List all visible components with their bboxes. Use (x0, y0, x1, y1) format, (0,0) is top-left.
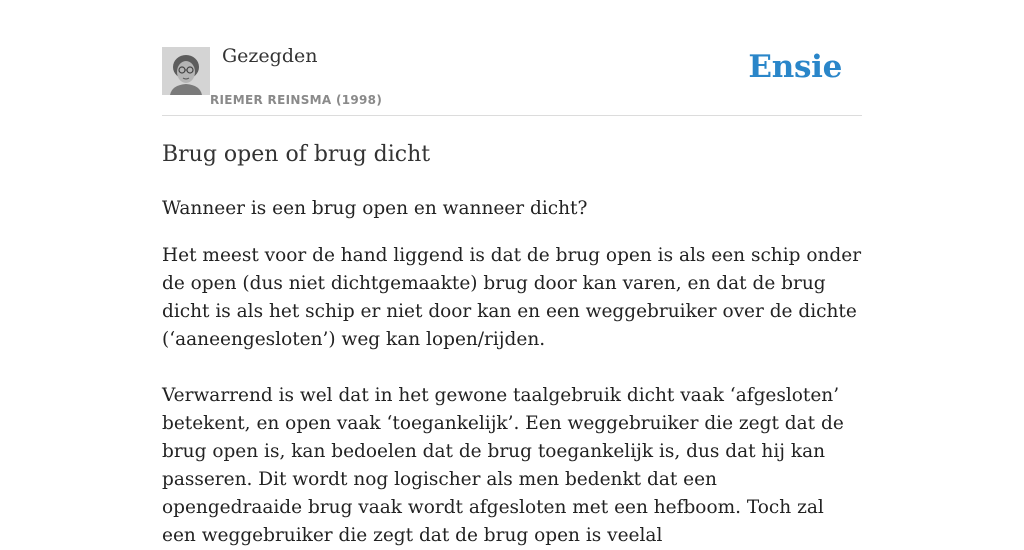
author-byline: RIEMER REINSMA (1998) (210, 93, 383, 107)
article-body (162, 195, 862, 550)
article-title: Brug open of brug dicht (162, 142, 431, 167)
brand-logo[interactable]: Ensie (748, 49, 842, 85)
article-paragraph: Verwarrend is wel dat in het gewone taalgebruik dicht vaak ‘afgesloten’ betekent, en open vaak ‘toegankelijk’. Een weggebruiker die zegt dat de brug open is, kan bedoelen dat de brug toegankelijk is, dus dat hij kan passeren. Dit wordt nog logischer als men bedenkt dat een opengedraaide brug vaak wordt afgesloten met een hefboom. Toch zal een weggebruiker die zegt dat de brug open is veelal (162, 385, 844, 546)
article-lead: Wanneer is een brug open en wanneer dicht? (162, 198, 588, 219)
article-paragraph: Het meest voor de hand liggend is dat de brug open is als een schip onder de open (dus niet dichtgemaakte) brug door kan varen, en dat de brug dicht is als het schip er niet door kan en een weggebruiker over de dichte (‘aaneengesloten’) weg kan lopen/rijden. (162, 245, 862, 350)
author-portrait-icon (162, 47, 210, 95)
header (162, 0, 862, 116)
publication-link[interactable]: Gezegden (222, 45, 318, 67)
page (162, 0, 862, 550)
author-avatar[interactable] (162, 47, 210, 95)
